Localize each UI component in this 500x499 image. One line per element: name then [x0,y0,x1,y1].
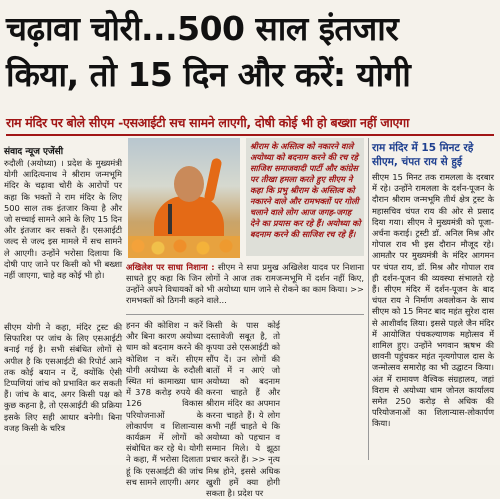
headline [6,6,494,98]
article-column-2: हनन की कोशिश न करें और बिना कारण अयोध्या धाम को बदनाम करने की कोशिश न करें। सीएम योगी अयोध्या के रुदौली स्थित मां कामाख्या धाम में 378 करोड़ रुपये की 126 विकास परियोजनाओं के लोकार्पण व शिलान्यास कार्यक्रम में लोगों को संबोधित कर रहे थे। योगी ने कहा, मैं भरोसा दिलाता हूं कि एसआईटी की जांच सच सामने लाएगी। अगर [126,320,203,487]
speaker-head [174,166,204,202]
article-column-1-continued: सीएम योगी ने कहा, मंदिर ट्रस्ट की सिफारिश पर जांच के लिए एसआईटी बनाई गई है। सभी संबंधित लोगों से अपील है कि एसआईटी की रिपोर्ट आने तक कोई बयान न दें, क्योंकि ऐसी टिप्पणियां जांच को प्रभावित कर सकती हैं। जांच के बाद, अगर किसी पक्ष को कुछ कहना है, तो एसआईटी की प्रक्रिया इसके लिए सही आधार बनेगी। बिना वजह किसी के चरित्र [4,322,122,433]
subheadline: राम मंदिर पर बोले सीएम -एसआईटी सच सामने लाएगी, दोषी कोई भी हो बख्शा नहीं जाएगा [6,115,410,130]
headline-line-1: चढ़ावा चोरी...500 साल इंतजार [6,9,399,48]
attack-text: सीएम ने सपा प्रमुख अखिलेश यादव पर निशाना साधते हुए कहा कि जिन लोगों ने आज तक रामजन्मभूमि में दर्शन नहीं किए, उन्होंने अपने विधायकों को भी अयोध्या धाम जाने से रोकने का काम किया। >> रामभक्तों को ठिगनी कहने वाले... [126,262,364,305]
article-column-1: रुदौली (अयोध्या) । प्रदेश के मुख्यमंत्री योगी आदित्यनाथ ने श्रीराम जन्मभूमि मंदिर के चढ़ावा चोरी के आरोपों पर कहा कि भक्तों ने राम मंदिर के लिए 500 साल तक इंतजार किया है और जो सच्चाई सामने आने के लिए 15 दिन और इंतजार कर सकते हैं। एसआईटी जल्द से जल्द इस मामले में सच सामने ले आएगी। उन्होंने भरोसा दिलाया कि दोषी पाए जाने पर किसी को भी बख्शा नहीं जाएगा, चाहे वह कोई भी हो। [4,158,122,281]
byline: संवाद न्यूज एजेंसी [4,147,64,157]
headline-divider [6,134,494,136]
headline-line-2: किया, तो 15 दिन और करें: योगी [6,55,411,94]
attack-paragraph [126,262,364,306]
cm-speech-photo [128,138,240,258]
sidebar-headline: राम मंदिर में 15 मिनट रहे सीएम, चंपत राय से हुई [372,142,474,168]
raised-arm [204,157,223,202]
marigold-garland [128,236,240,258]
section-divider [126,314,364,315]
article-column-3: किसी के पास कोई दस्तावेजी सबूत है, तो कृपया उसे एसआईटी को सौंप दें। उन लोगों की बातों में न आएं जो अयोध्या को बदनाम करना चाहते हैं और श्रीराम मंदिर का अपमान करना चाहते हैं। ये लोग कभी नहीं चाहते थे कि अयोध्या को पहचान व सम्मान मिले। ये झूठा प्रचार करते हैं। >> नृत्य मिश्र होने, इससे अधिक खुशी हमें क्या होगी सकता है। प्रदेश पर [206,320,280,499]
sidebar-body: सीएम 15 मिनट तक रामलला के दरबार में रहे। उन्होंने रामलला के दर्शन-पूजन के दौरान श्रीराम जन्मभूमि तीर्थ क्षेत्र ट्रस्ट के महासचिव चंपत राय की ओर से प्रसाद दिया गया। सीएम ने मुख्यमंत्री को पूजा-अर्चना कराई। ट्रस्टी डॉ. अनिल मिश्र और गोपाल राव भी इस दौरान मौजूद रहे। आमतौर पर मुख्यमंत्री के मंदिर आगमन पर चंपत राय, डॉ. मिश्र और गोपाल राव ही दर्शन-पूजन की व्यवस्था संभालते रहे हैं। सीएम मंदिर में दर्शन-पूजन के बाद चंपत राय ने निर्माण अवलोकन के साथ सीएम को 15 मिनट बाद महंत सुरेश दास से आशीर्वाद लिया। इससे पहले जैन मंदिर में आयोजित पंचकल्याणक महोत्सव में शामिल हुए। उन्होंने भगवान ऋषभ की छावनी पहुंचकर महंत नृत्यगोपाल दास के जन्मोत्सव समारोह का भी उद्घाटन किया। अंत में रामायण वैश्विक संग्रहालय, जहां विराम से अयोध्या धाम जोनल कार्यालय समेत 250 करोड़ से अधिक की परियोजनाओं का शिलान्यास-लोकार्पण किया। [372,172,494,429]
pull-quote: श्रीराम के अस्तित्व को नकारने वाले अयोध्या को बदनाम करने की रच रहे साजिश समाजवादी पार्टी और कांग्रेस पर तीखा हमला करते हुए सीएम ने कहा कि प्रभु श्रीराम के अस्तित्व को नकारने वाले और रामभक्तों पर गोली चलाने वाले लोग आज जगह-जगह देने का प्रयास कर रहे हैं। अयोध्या को बदनाम करने की साजिश रच रहे हैं। [250,141,361,239]
attack-label: अखिलेश पर साधा निशाना : [126,262,215,272]
microphone-icon [168,204,172,234]
